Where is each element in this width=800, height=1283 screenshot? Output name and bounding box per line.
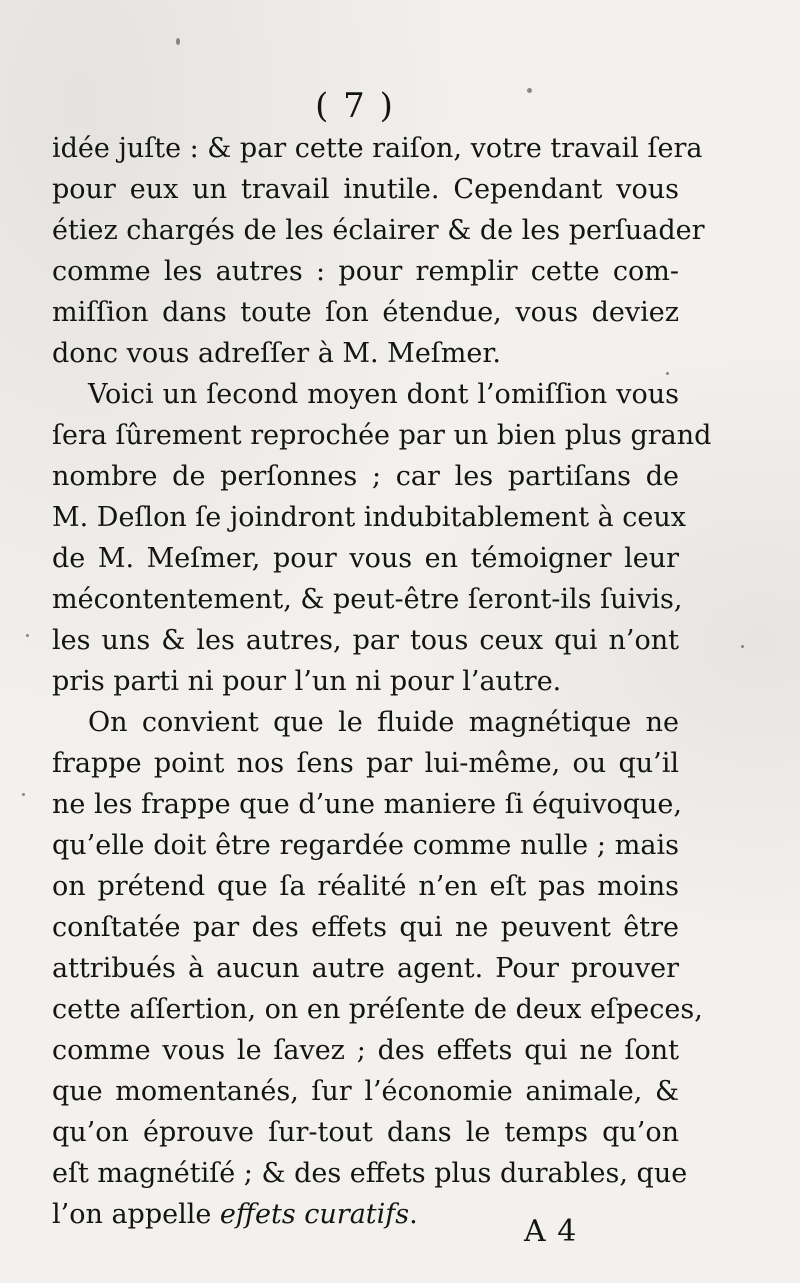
ink-speck <box>741 645 744 648</box>
text-line: frappe point nos ſens par lui-même, ou qu’il <box>52 748 679 779</box>
text-line: attribués à aucun autre agent. Pour prouver <box>52 953 679 984</box>
page-number: ( 7 ) <box>315 86 395 126</box>
text-line: donc vous adreſſer à M. Meſmer. <box>52 338 501 369</box>
text-line: conſtatée par des effets qui ne peuvent être <box>52 912 679 943</box>
text-line: mécontentement, & peut-être ſeront-ils ſuivis, <box>52 584 683 615</box>
ink-speck <box>22 793 25 796</box>
text-line: on prétend que ſa réalité n’en eſt pas moins <box>52 871 679 902</box>
text-line: eſt magnétiſé ; & des effets plus durables, que <box>52 1158 688 1189</box>
text-line: étiez chargés de les éclairer & de les perſuader <box>52 215 705 246</box>
text-line: comme les autres : pour remplir cette com- <box>52 256 679 287</box>
paragraph-start-line: On convient que le fluide magnétique ne <box>88 707 679 738</box>
text-line: que momentanés, ſur l’économie animale, & <box>52 1076 679 1107</box>
text-line: de M. Meſmer, pour vous en témoigner leur <box>52 543 679 574</box>
text-line: pris parti ni pour l’un ni pour l’autre. <box>52 666 562 697</box>
ink-speck <box>666 372 669 375</box>
text-line: les uns & les autres, par tous ceux qui n’ont <box>52 625 679 656</box>
paragraph-start-line: Voici un ſecond moyen dont l’omiſſion vous <box>88 379 679 410</box>
text-line: comme vous le ſavez ; des effets qui ne ſont <box>52 1035 679 1066</box>
body-text <box>52 128 712 1235</box>
italic-phrase: effets curatifs <box>219 1199 410 1230</box>
final-text-line <box>52 1194 679 1235</box>
text-line: ne les frappe que d’une maniere ſi équivoque, <box>52 789 682 820</box>
text-line: ſera ſûrement reprochée par un bien plus grand <box>52 420 712 451</box>
text-line: qu’on éprouve ſur-tout dans le temps qu’on <box>52 1117 679 1148</box>
text-line: pour eux un travail inutile. Cependant vous <box>52 174 679 205</box>
ink-speck <box>26 634 29 637</box>
ink-speck <box>527 88 532 93</box>
text-line: M. Deſlon ſe joindront indubitablement à ceux <box>52 502 687 533</box>
signature-mark: A 4 <box>524 1214 578 1249</box>
text-line: miſſion dans toute ſon étendue, vous deviez <box>52 297 679 328</box>
ink-speck <box>176 38 180 45</box>
final-line-prefix: l’on appelle <box>52 1199 220 1230</box>
text-line: nombre de perſonnes ; car les partiſans de <box>52 461 679 492</box>
text-line: cette aſſertion, on en préſente de deux eſpeces, <box>52 994 703 1025</box>
text-line: qu’elle doit être regardée comme nulle ; mais <box>52 830 679 861</box>
final-line-suffix: . <box>409 1199 418 1230</box>
text-line: idée juſte : & par cette raiſon, votre travail ſera <box>52 133 703 164</box>
